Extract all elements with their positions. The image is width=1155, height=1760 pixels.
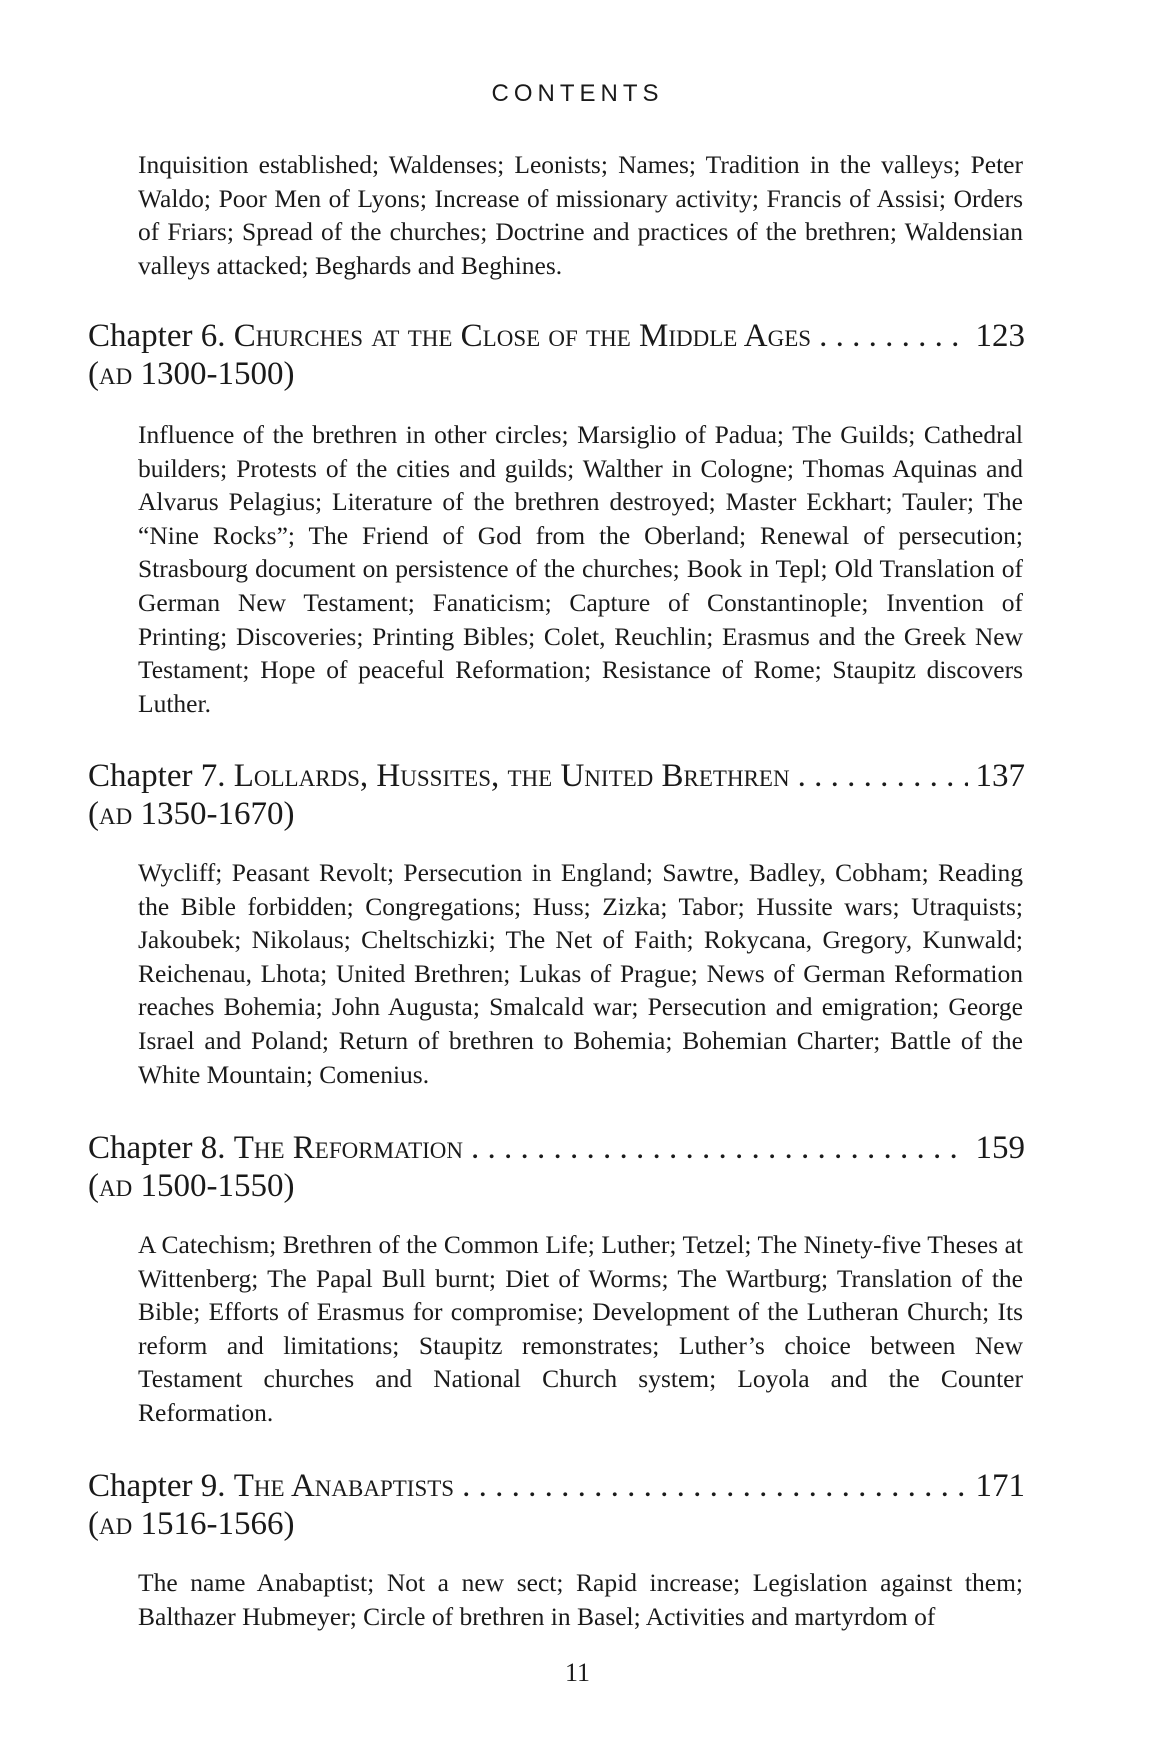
chapter-8-title: The Reformation — [233, 1130, 464, 1166]
leader-dots — [819, 318, 967, 355]
running-head: CONTENTS — [491, 80, 664, 107]
leader-dots — [462, 1468, 967, 1505]
chapter-7-years: 1350-1670) — [140, 796, 295, 832]
chapter-6-years: 1300-1500) — [140, 356, 295, 392]
chapter-7-title: Lollards, Hussites, the United Brethren — [233, 758, 790, 794]
chapter-8-summary: A Catechism; Brethren of the Common Life; Luther; Tetzel; The Ninety-five Theses at Wittenberg; The Papal Bull burnt; Diet of Worms; The Wartburg; Translation of the Bible; Efforts of Erasmus for compromise; Development of the Lutheran Church; Its reform and limitations; Staupitz remonstrates; Luther’s choice between New Testament churches and National Church system; Loyola and the Counter Reformation. — [138, 1230, 1023, 1427]
era-label: ad — [99, 796, 133, 832]
page-number: 11 — [564, 1658, 591, 1687]
intro-summary: Inquisition established; Waldenses; Leonists; Names; Tradition in the valleys; Peter Waldo; Poor Men of Lyons; Increase of missionary activity; Francis of Assisi; Orders of Friars; Spread of the churches; Doctrine and practices of the brethren; Waldensian valleys attacked; Beghards and Beghines. — [138, 150, 1023, 280]
chapter-8-heading[interactable] — [88, 1130, 1025, 1167]
chapter-8-page: 159 — [975, 1130, 1025, 1166]
chapter-7-page: 137 — [975, 758, 1025, 794]
chapter-9-label: Chapter 9. — [88, 1468, 226, 1504]
chapter-6-summary: Influence of the brethren in other circles; Marsiglio of Padua; The Guilds; Cathedral builders; Protests of the cities and guilds; Walther in Cologne; Thomas Aquinas and Alvarus Pelagius; Literature of the brethren destroyed; Master Eckhart; Tauler; The “Nine Rocks”; The Friend of God from the Oberland; Renewal of persecution; Strasbourg document on persistence of the churches; Book in Tepl; Old Translation of German New Testament; Fanaticism; Capture of Constantinople; Invention of Printing; Discoveries; Printing Bibles; Colet, Reuchlin; Erasmus and the Greek New Testament; Hope of peaceful Reformation; Resistance of Rome; Staupitz discovers Luther. — [138, 420, 1023, 718]
chapter-8-dates: (ad 1500-1550) — [88, 1168, 295, 1204]
chapter-9-title: The Anabaptists — [233, 1468, 455, 1504]
chapter-6-page: 123 — [975, 318, 1025, 354]
era-label: ad — [99, 1506, 133, 1542]
chapter-9-summary: The name Anabaptist; Not a new sect; Rapid increase; Legislation against them; Balthazer Hubmeyer; Circle of brethren in Basel; Activities and martyrdom of — [138, 1568, 1023, 1631]
chapter-7-summary: Wycliff; Peasant Revolt; Persecution in England; Sawtre, Badley, Cobham; Reading the Bible forbidden; Congregations; Huss; Zizka; Tabor; Hussite wars; Utraquists; Jakoubek; Nikolaus; Cheltschizki; The Net of Faith; Rokycana, Gregory, Kunwald; Reichenau, Lhota; United Brethren; Lukas of Prague; News of German Reformation reaches Bohemia; John Augusta; Smalcald war; Persecution and emigration; George Israel and Poland; Return of brethren to Bohemia; Bohemian Charter; Battle of the White Mountain; Comenius. — [138, 858, 1023, 1089]
chapter-9-heading[interactable] — [88, 1468, 1025, 1505]
chapter-9-dates: (ad 1516-1566) — [88, 1506, 295, 1542]
chapter-8-label: Chapter 8. — [88, 1130, 226, 1166]
chapter-9-page: 171 — [975, 1468, 1025, 1504]
leader-dots — [798, 758, 968, 795]
leader-dots — [471, 1130, 967, 1167]
chapter-7-dates: (ad 1350-1670) — [88, 796, 295, 832]
era-label: ad — [99, 356, 133, 392]
chapter-6-dates: (ad 1300-1500) — [88, 356, 295, 392]
chapter-6-label: Chapter 6. — [88, 318, 226, 354]
chapter-7-label: Chapter 7. — [88, 758, 226, 794]
chapter-9-years: 1516-1566) — [140, 1506, 295, 1542]
era-label: ad — [99, 1168, 133, 1204]
chapter-8-years: 1500-1550) — [140, 1168, 295, 1204]
chapter-7-heading[interactable] — [88, 758, 1025, 795]
chapter-6-heading[interactable] — [88, 318, 1025, 355]
chapter-6-title: Churches at the Close of the Middle Ages — [233, 318, 812, 354]
